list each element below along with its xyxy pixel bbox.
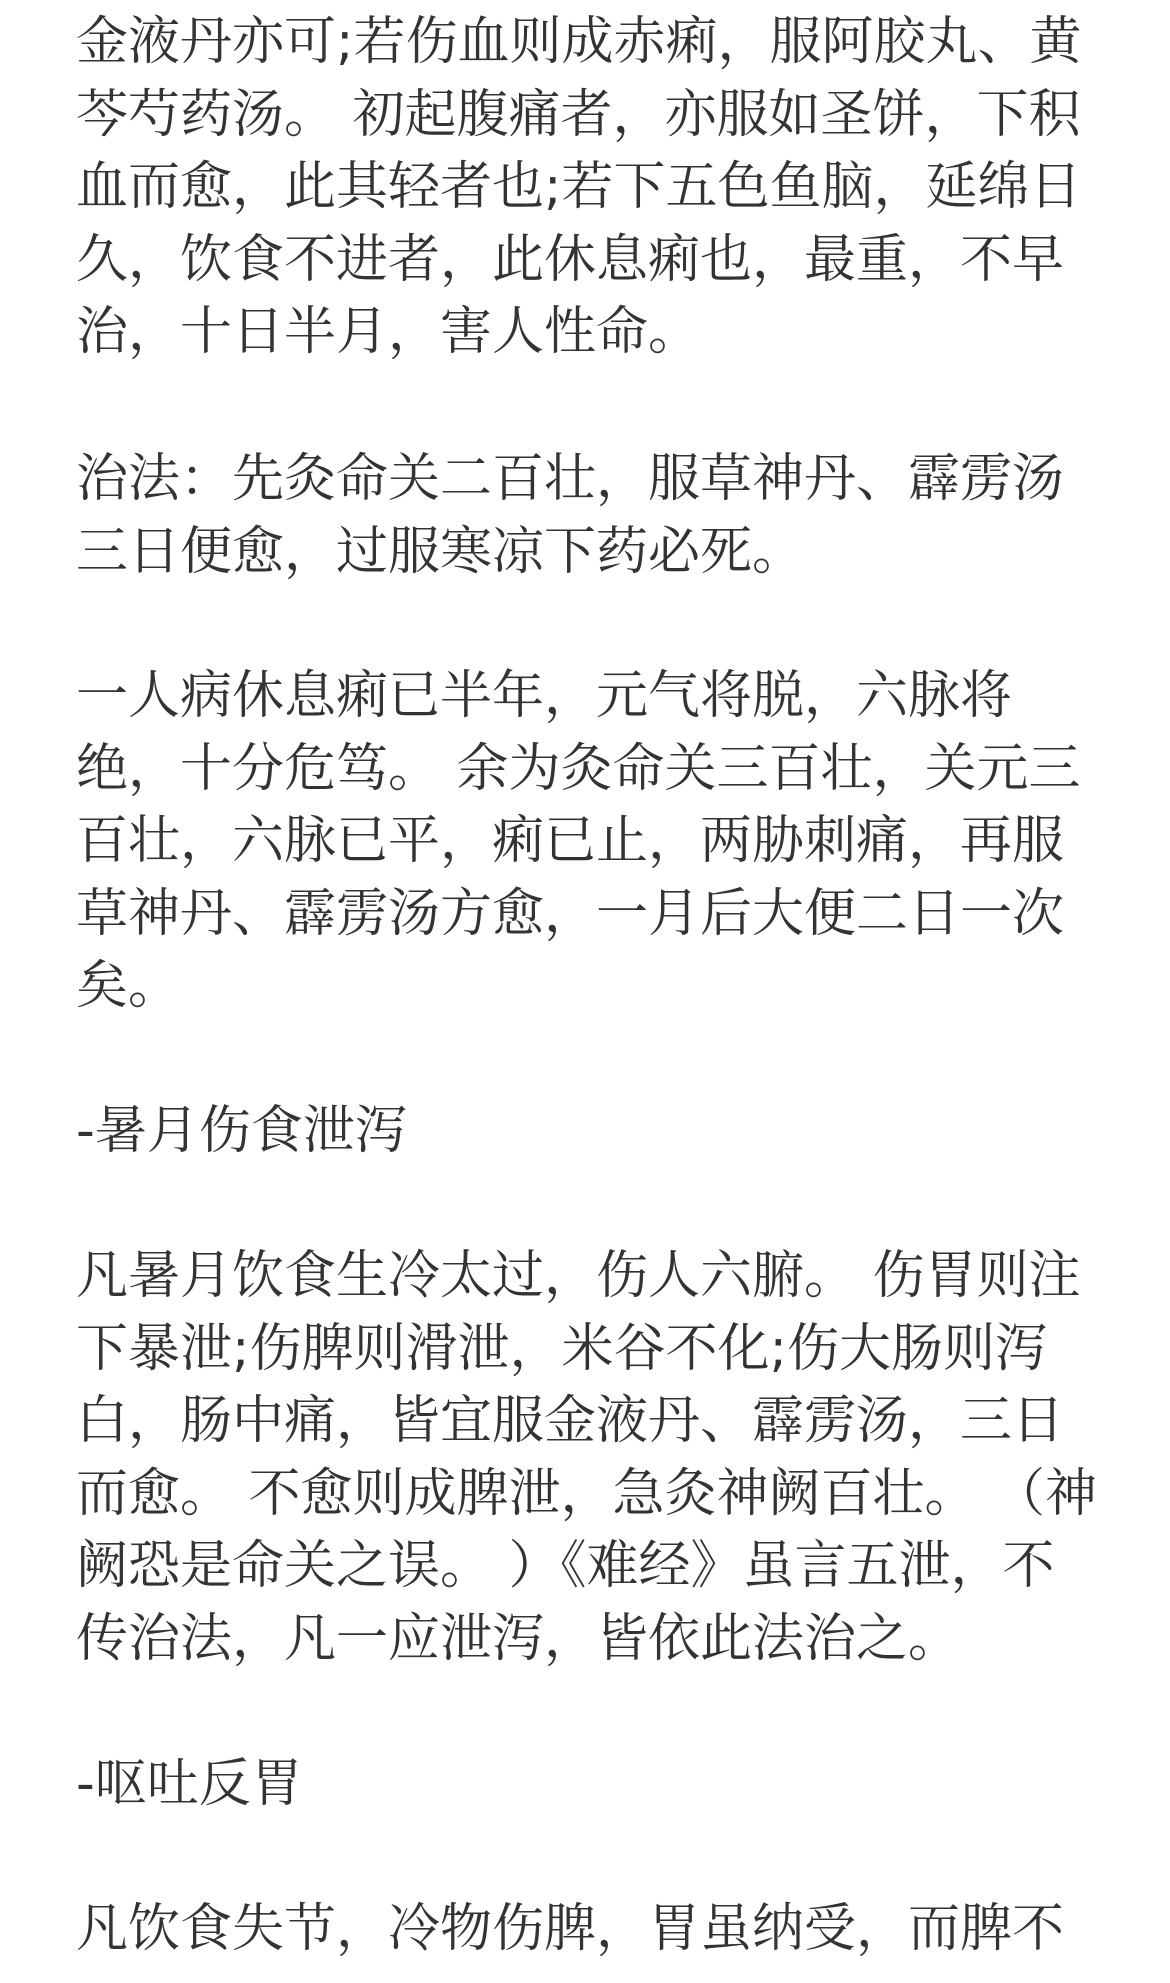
paragraph-vomiting: [76, 1893, 1100, 1966]
text-line: 矣。: [76, 956, 181, 1016]
text-line: 传治法，凡一应泄泻，皆依此法治之。: [76, 1608, 961, 1669]
text-line: 下暴泄;伤脾则滑泄，米谷不化;伤大肠则泻: [76, 1318, 1048, 1379]
text-line: 金液丹亦可;若伤血则成赤痢，服阿胶丸、黄: [76, 12, 1082, 72]
text-line: 血而愈，此其轻者也;若下五色鱼脑，延绵日: [76, 157, 1082, 217]
text-line: 草神丹、霹雳汤方愈，一月后大便二日一次: [76, 883, 1065, 944]
text-line: 凡暑月饮食生冷太过，伤人六腑。 伤胃则注: [76, 1246, 1081, 1306]
text-line: 久，饮食不进者，此休息痢也，最重，不早: [76, 229, 1065, 290]
text-line: 治，十日半月，害人性命。: [76, 302, 701, 362]
paragraph-summer-diarrhea: [76, 1240, 1100, 1675]
paragraph-treatment: [76, 443, 1100, 588]
paragraph-dysentery-intro: [76, 6, 1100, 369]
text-line: 凡饮食失节，冷物伤脾，胃虽纳受，而脾不: [76, 1899, 1065, 1959]
text-line: 治法：先灸命关二百壮，服草神丹、霹雳汤: [76, 449, 1065, 509]
text-line: 阙恐是命关之误。 ）《难经》虽言五泄，不: [76, 1536, 1055, 1596]
text-line: 白，肠中痛，皆宜服金液丹、霹雳汤，三日: [76, 1391, 1065, 1451]
text-line: 百壮，六脉已平，痢已止，两胁刺痛，再服: [76, 811, 1065, 871]
section-heading-summer-diarrhea: -暑月伤食泄泻: [76, 1101, 407, 1161]
text-line: 一人病休息痢已半年，元气将脱，六脉将: [76, 666, 1013, 726]
text-line: 而愈。 不愈则成脾泄，急灸神阙百壮。 （神: [76, 1463, 1098, 1524]
text-line: 绝，十分危笃。 余为灸命关三百壮，关元三: [76, 738, 1081, 799]
paragraph-case-record: [76, 660, 1100, 1023]
text-line: 芩芍药汤。 初起腹痛者，亦服如圣饼，下积: [76, 84, 1081, 145]
section-heading-vomiting: -呕吐反胃: [76, 1754, 303, 1814]
text-line: 三日便愈，过服寒凉下药必死。: [76, 521, 805, 582]
